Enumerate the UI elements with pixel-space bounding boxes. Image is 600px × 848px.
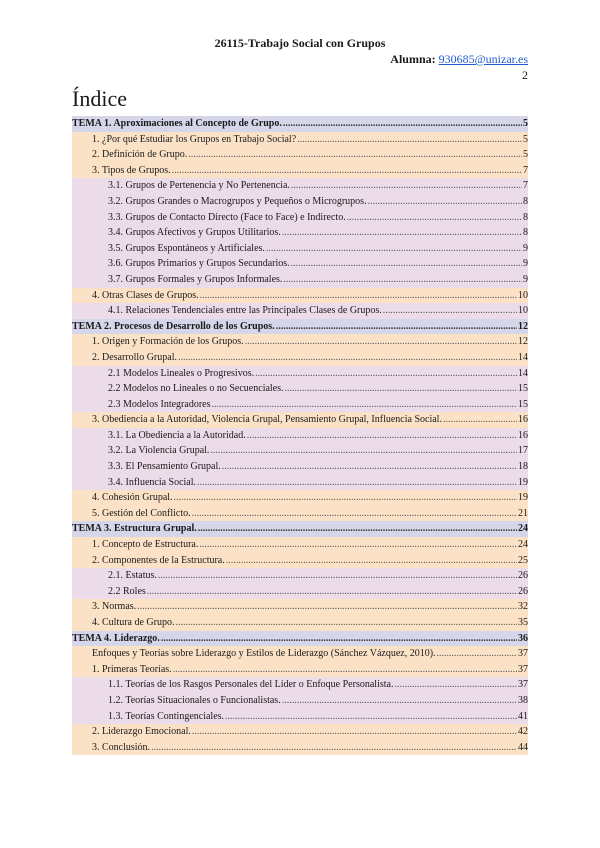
- toc-subsection-entry[interactable]: [72, 709, 528, 725]
- toc-entry-page: 24: [518, 539, 528, 551]
- toc-entry-page: 9: [523, 258, 528, 270]
- toc-entry-label: 1. Primeras Teorías.: [92, 663, 172, 675]
- toc-leader-dots: [291, 178, 522, 194]
- toc-leader-dots: [283, 272, 522, 288]
- toc-entry-page: 42: [518, 726, 528, 738]
- toc-entry-page: 35: [518, 617, 528, 628]
- toc-leader-dots: [443, 412, 517, 428]
- toc-entry-label: TEMA 4. Liderazgo.: [72, 632, 160, 644]
- toc-entry-page: 38: [518, 694, 528, 706]
- toc-leader-dots: [383, 303, 517, 319]
- toc-entry-page: 36: [518, 632, 528, 644]
- toc-entry-page: 5: [523, 118, 528, 129]
- toc-section-entry[interactable]: [72, 662, 528, 678]
- toc-leader-dots: [137, 599, 517, 615]
- toc-entry-page: 26: [518, 585, 528, 597]
- toc-section-entry[interactable]: [72, 599, 528, 615]
- toc-entry-label: 2. Definición de Grupo.: [92, 149, 188, 161]
- toc-subsection-entry[interactable]: [72, 568, 528, 584]
- toc-leader-dots: [283, 116, 522, 132]
- toc-entry-page: 8: [523, 211, 528, 223]
- toc-leader-dots: [192, 724, 517, 740]
- toc-entry-label: TEMA 2. Procesos de Desarrollo de los Grupos.: [72, 320, 275, 332]
- toc-leader-dots: [198, 521, 517, 537]
- toc-entry-label: 2. Desarrollo Grupal.: [92, 351, 177, 363]
- toc-entry-page: 9: [523, 242, 528, 254]
- toc-leader-dots: [197, 475, 517, 491]
- toc-entry-label: TEMA 3. Estructura Grupal.: [72, 523, 197, 535]
- toc-section-entry[interactable]: [72, 537, 528, 553]
- toc-entry-label: Enfoques y Teorías sobre Liderazgo y Estilos de Liderazgo (Sánchez Vázquez, 2010).: [92, 648, 436, 660]
- toc-entry-page: 12: [518, 336, 528, 348]
- toc-subsection-entry[interactable]: [72, 178, 528, 194]
- toc-entry-label: 1.2. Teorías Situacionales o Funcionalistas.: [108, 694, 281, 706]
- toc-leader-dots: [188, 147, 522, 163]
- toc-entry-page: 17: [518, 445, 528, 457]
- toc-entry-label: 1. Origen y Formación de los Grupos.: [92, 336, 244, 348]
- toc-section-entry[interactable]: [72, 646, 528, 662]
- toc-leader-dots: [437, 646, 517, 662]
- toc-leader-dots: [225, 709, 517, 725]
- toc-entry-page: 37: [518, 663, 528, 675]
- table-of-contents: [72, 116, 528, 755]
- toc-chapter-entry[interactable]: [72, 319, 528, 335]
- course-title: 26115-Trabajo Social con Grupos: [214, 36, 386, 50]
- toc-entry-page: 16: [518, 429, 528, 441]
- toc-entry-page: 37: [518, 679, 528, 691]
- toc-entry-label: 3. Normas.: [92, 601, 137, 613]
- toc-entry-page: 24: [518, 523, 528, 535]
- toc-leader-dots: [247, 428, 517, 444]
- toc-section-entry[interactable]: [72, 724, 528, 740]
- toc-leader-dots: [211, 397, 517, 413]
- toc-leader-dots: [297, 132, 522, 148]
- student-email-link[interactable]: 930685@unizar.es: [438, 52, 528, 66]
- toc-entry-page: 8: [523, 227, 528, 239]
- toc-subsection-entry[interactable]: [72, 459, 528, 475]
- toc-entry-page: 5: [523, 149, 528, 161]
- toc-leader-dots: [147, 584, 517, 600]
- toc-leader-dots: [347, 210, 522, 226]
- toc-leader-dots: [266, 241, 522, 257]
- toc-entry-page: 7: [523, 180, 528, 192]
- toc-entry-page: 19: [518, 492, 528, 504]
- toc-entry-page: 10: [518, 289, 528, 301]
- toc-leader-dots: [210, 443, 517, 459]
- toc-entry-page: 44: [518, 741, 528, 753]
- toc-section-entry[interactable]: [72, 553, 528, 569]
- toc-entry-label: 2. Liderazgo Emocional.: [92, 726, 191, 738]
- toc-leader-dots: [291, 256, 522, 272]
- toc-entry-label: 1.3. Teorías Contingenciales.: [108, 710, 225, 722]
- toc-subsection-entry[interactable]: [72, 677, 528, 693]
- toc-subsection-entry[interactable]: [72, 194, 528, 210]
- toc-entry-label: 1.1. Teorías de los Rasgos Personales del Líder o Enfoque Personalista.: [108, 679, 394, 691]
- toc-leader-dots: [282, 693, 517, 709]
- toc-section-entry[interactable]: [72, 132, 528, 148]
- toc-entry-label: 1. ¿Por qué Estudiar los Grupos en Trabajo Social?: [92, 133, 297, 145]
- toc-leader-dots: [161, 631, 517, 647]
- toc-chapter-entry[interactable]: [72, 521, 528, 537]
- toc-entry-label: 5. Gestión del Conflicto.: [92, 507, 191, 519]
- toc-entry-label: 4.1. Relaciones Tendenciales entre las Principales Clases de Grupos.: [108, 305, 382, 317]
- toc-entry-page: 12: [518, 320, 528, 332]
- toc-subsection-entry[interactable]: [72, 210, 528, 226]
- toc-leader-dots: [255, 366, 517, 382]
- toc-subsection-entry[interactable]: [72, 584, 528, 600]
- toc-leader-dots: [200, 288, 517, 304]
- toc-entry-label: 1. Concepto de Estructura.: [92, 539, 199, 551]
- toc-subsection-entry[interactable]: [72, 272, 528, 288]
- toc-entry-label: 2.2 Modelos no Lineales o no Secuenciales.: [108, 383, 284, 395]
- toc-leader-dots: [192, 506, 517, 522]
- toc-entry-page: 8: [523, 195, 528, 207]
- toc-subsection-entry[interactable]: [72, 366, 528, 382]
- toc-entry-label: 3.2. Grupos Grandes o Macrogrupos y Pequeños o Microgrupos.: [108, 195, 367, 207]
- toc-section-entry[interactable]: [72, 490, 528, 506]
- student-line: [390, 52, 528, 67]
- toc-leader-dots: [178, 350, 517, 366]
- toc-entry-page: 18: [518, 461, 528, 473]
- toc-leader-dots: [199, 537, 517, 553]
- toc-subsection-entry[interactable]: [72, 256, 528, 272]
- toc-subsection-entry[interactable]: [72, 475, 528, 491]
- toc-entry-label: 2.1. Estatus.: [108, 570, 157, 582]
- page-header: [0, 0, 600, 90]
- toc-leader-dots: [222, 459, 517, 475]
- toc-entry-label: 3.5. Grupos Espontáneos y Artificiales.: [108, 242, 265, 254]
- toc-entry-page: 37: [518, 648, 528, 660]
- toc-entry-label: 3.7. Grupos Formales y Grupos Informales.: [108, 273, 283, 285]
- toc-entry-label: 3.1. La Obediencia a la Autoridad.: [108, 429, 246, 441]
- toc-entry-label: 3. Conclusión.: [92, 741, 151, 753]
- toc-subsection-entry[interactable]: [72, 225, 528, 241]
- toc-section-entry[interactable]: [72, 506, 528, 522]
- toc-entry-page: 26: [518, 570, 528, 582]
- toc-entry-label: 3.6. Grupos Primarios y Grupos Secundarios.: [108, 258, 290, 270]
- toc-section-entry[interactable]: [72, 334, 528, 350]
- toc-entry-label: 3.4. Influencia Social.: [108, 476, 197, 488]
- student-label: Alumna:: [390, 52, 436, 66]
- toc-entry-label: 3.3. El Pensamiento Grupal.: [108, 461, 221, 473]
- toc-entry-page: 14: [518, 367, 528, 379]
- toc-section-entry[interactable]: [72, 163, 528, 179]
- toc-entry-page: 19: [518, 476, 528, 488]
- toc-leader-dots: [226, 553, 517, 569]
- toc-subsection-entry[interactable]: [72, 693, 528, 709]
- toc-entry-page: 16: [518, 414, 528, 426]
- toc-leader-dots: [173, 662, 517, 678]
- toc-entry-page: 32: [518, 601, 528, 613]
- toc-entry-page: 25: [518, 554, 528, 566]
- page-number: 2: [522, 68, 528, 82]
- toc-leader-dots: [282, 225, 522, 241]
- toc-entry-page: 41: [518, 710, 528, 722]
- toc-section-entry[interactable]: [72, 350, 528, 366]
- toc-entry-page: 7: [523, 164, 528, 176]
- toc-subsection-entry[interactable]: [72, 428, 528, 444]
- toc-entry-label: 2.3 Modelos Integradores: [108, 398, 211, 410]
- toc-leader-dots: [394, 677, 517, 693]
- toc-leader-dots: [151, 740, 517, 756]
- toc-subsection-entry[interactable]: [72, 303, 528, 319]
- toc-leader-dots: [174, 490, 517, 506]
- toc-entry-label: 4. Cultura de Grupo.: [92, 617, 175, 628]
- toc-entry-label: TEMA 1. Aproximaciones al Concepto de Grupo.: [72, 118, 282, 129]
- toc-section-entry[interactable]: [72, 288, 528, 304]
- toc-subsection-entry[interactable]: [72, 397, 528, 413]
- toc-title: Índice: [72, 86, 127, 111]
- toc-entry-label: 4. Otras Clases de Grupos.: [92, 289, 199, 301]
- toc-leader-dots: [176, 615, 518, 631]
- toc-section-entry[interactable]: [72, 615, 528, 631]
- toc-subsection-entry[interactable]: [72, 241, 528, 257]
- toc-entry-page: 14: [518, 351, 528, 363]
- toc-entry-label: 2.2 Roles: [108, 585, 146, 597]
- toc-leader-dots: [285, 381, 517, 397]
- toc-entry-label: 4. Cohesión Grupal.: [92, 492, 173, 504]
- toc-entry-label: 3.2. La Violencia Grupal.: [108, 445, 210, 457]
- toc-leader-dots: [245, 334, 517, 350]
- toc-chapter-entry[interactable]: [72, 631, 528, 647]
- toc-subsection-entry[interactable]: [72, 381, 528, 397]
- toc-entry-label: 2.1 Modelos Lineales o Progresivos.: [108, 367, 255, 379]
- toc-entry-page: 9: [523, 273, 528, 285]
- toc-entry-label: 3. Tipos de Grupos.: [92, 164, 171, 176]
- toc-chapter-entry[interactable]: [72, 116, 528, 132]
- toc-leader-dots: [276, 319, 517, 335]
- toc-leader-dots: [368, 194, 522, 210]
- toc-leader-dots: [172, 163, 522, 179]
- toc-entry-page: 21: [518, 507, 528, 519]
- toc-leader-dots: [158, 568, 517, 584]
- toc-subsection-entry[interactable]: [72, 443, 528, 459]
- toc-entry-label: 2. Componentes de la Estructura.: [92, 554, 225, 566]
- toc-entry-label: 3.1. Grupos de Pertenencia y No Pertenencia.: [108, 180, 290, 192]
- toc-entry-page: 10: [518, 305, 528, 317]
- toc-entry-page: 5: [523, 133, 528, 145]
- toc-entry-label: 3. Obediencia a la Autoridad, Violencia Grupal, Pensamiento Grupal, Influencia Social.: [92, 414, 442, 426]
- toc-entry-page: 15: [518, 383, 528, 395]
- toc-section-entry[interactable]: [72, 147, 528, 163]
- toc-entry-label: 3.3. Grupos de Contacto Directo (Face to Face) e Indirecto.: [108, 211, 346, 223]
- toc-section-entry[interactable]: [72, 412, 528, 428]
- toc-section-entry[interactable]: [72, 740, 528, 756]
- toc-entry-page: 15: [518, 398, 528, 410]
- toc-entry-label: 3.4. Grupos Afectivos y Grupos Utilitarios.: [108, 227, 281, 239]
